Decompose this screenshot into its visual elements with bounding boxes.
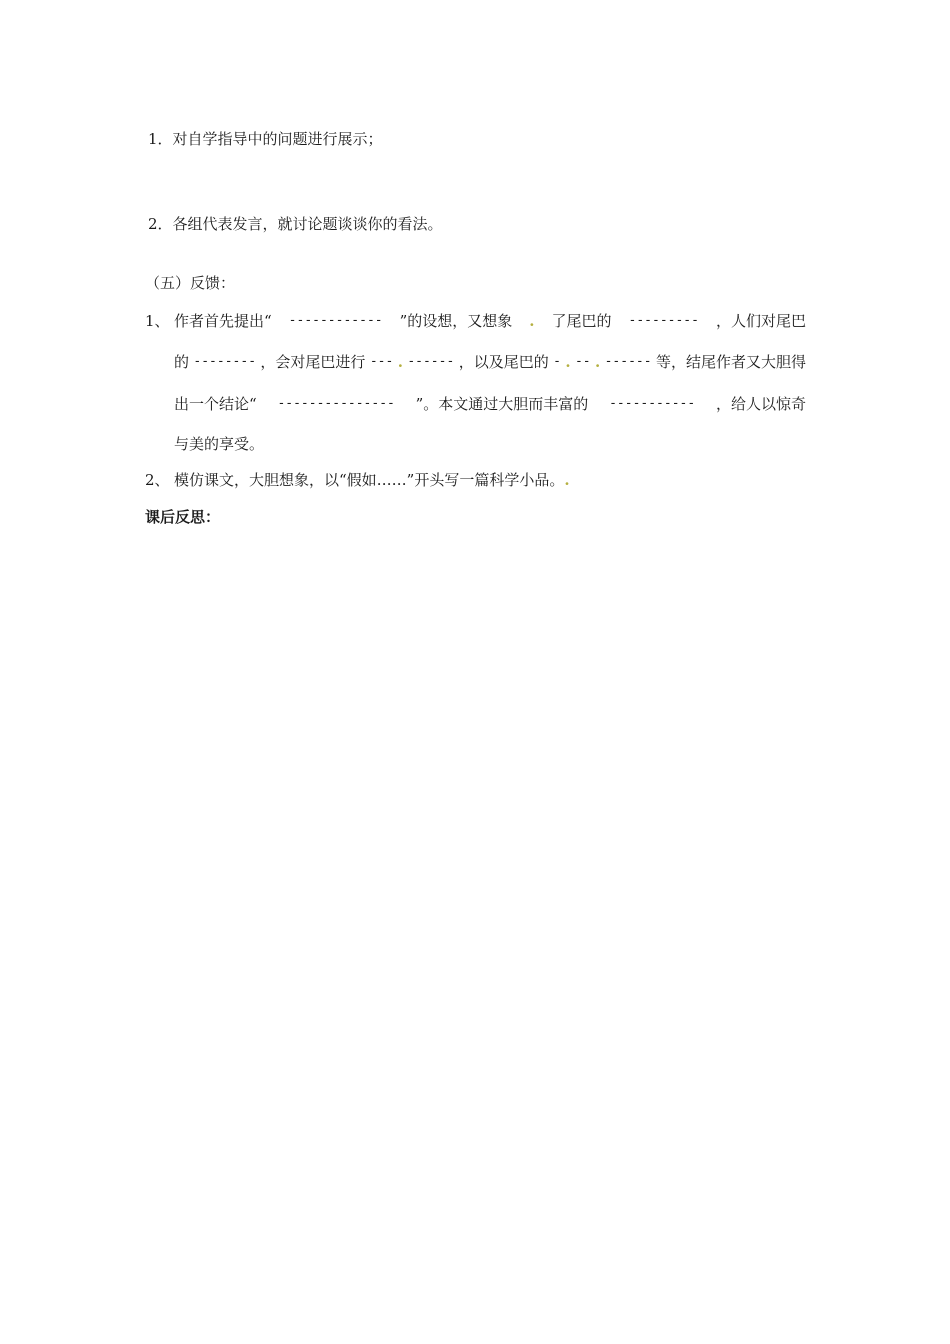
q1-blank-4a: ---: [369, 354, 394, 369]
question-1-line-3: [174, 394, 806, 414]
q1-blank-1: ------------: [288, 313, 383, 328]
q1-blank-4b: ------: [407, 354, 455, 369]
q1-l2-mark-3: .: [594, 353, 601, 371]
q2-text: 模仿课文，大胆想象，以“假如……”开头写一篇科学小品。: [174, 471, 565, 489]
question-2-number: 2、: [145, 471, 170, 489]
q1-blank-5b: --: [574, 354, 591, 369]
q1-l3-text-c: ”。本文通过大胆而丰富的: [415, 395, 589, 413]
q1-l2-mark-1: .: [397, 353, 403, 371]
q1-l1-mark: .: [529, 312, 535, 330]
q1-blank-2: ---------: [628, 313, 699, 328]
q1-l2-text-a: 的: [174, 353, 190, 371]
q1-blank-5c: ------: [604, 354, 652, 369]
question-1-line-1: [174, 311, 806, 331]
question-1-line-2: [174, 352, 806, 372]
q1-l2-mark-2: .: [565, 353, 571, 371]
q1-blank-5a: -: [553, 354, 561, 369]
q1-l2-text-f: ，以及尾巴的: [458, 353, 549, 371]
q1-l3-text-e: ，给人以惊奇: [715, 395, 806, 413]
q1-l1-text-f: ，人们对尾巴: [715, 312, 806, 330]
question-1-number: 1、: [145, 312, 170, 330]
q1-l3-text-a: 出一个结论“: [174, 395, 257, 413]
q1-l2-text-j: 等，结尾作者又大胆得: [655, 353, 806, 371]
item-2-text: 2．各组代表发言，就讨论题谈谈你的看法。: [148, 215, 443, 233]
q1-blank-3: --------: [193, 354, 257, 369]
q1-blank-7: -----------: [609, 396, 696, 411]
q1-blank-6: ---------------: [277, 396, 395, 411]
reflection-label: 课后反思：: [145, 508, 221, 526]
q1-l2-text-c: ，会对尾巴进行: [260, 353, 366, 371]
question-1-line-4: 与美的享受。: [174, 435, 265, 453]
q1-l1-text-d: 了尾巴的: [551, 312, 612, 330]
q1-l1-text-a: 作者首先提出“: [174, 312, 272, 330]
feedback-heading: （五）反馈：: [145, 274, 236, 292]
q2-mark: .: [564, 471, 570, 489]
question-2-text: [174, 470, 570, 490]
item-1-text: 1．对自学指导中的问题进行展示；: [148, 130, 383, 148]
q1-l1-text-c: ”的设想，又想象: [399, 312, 513, 330]
